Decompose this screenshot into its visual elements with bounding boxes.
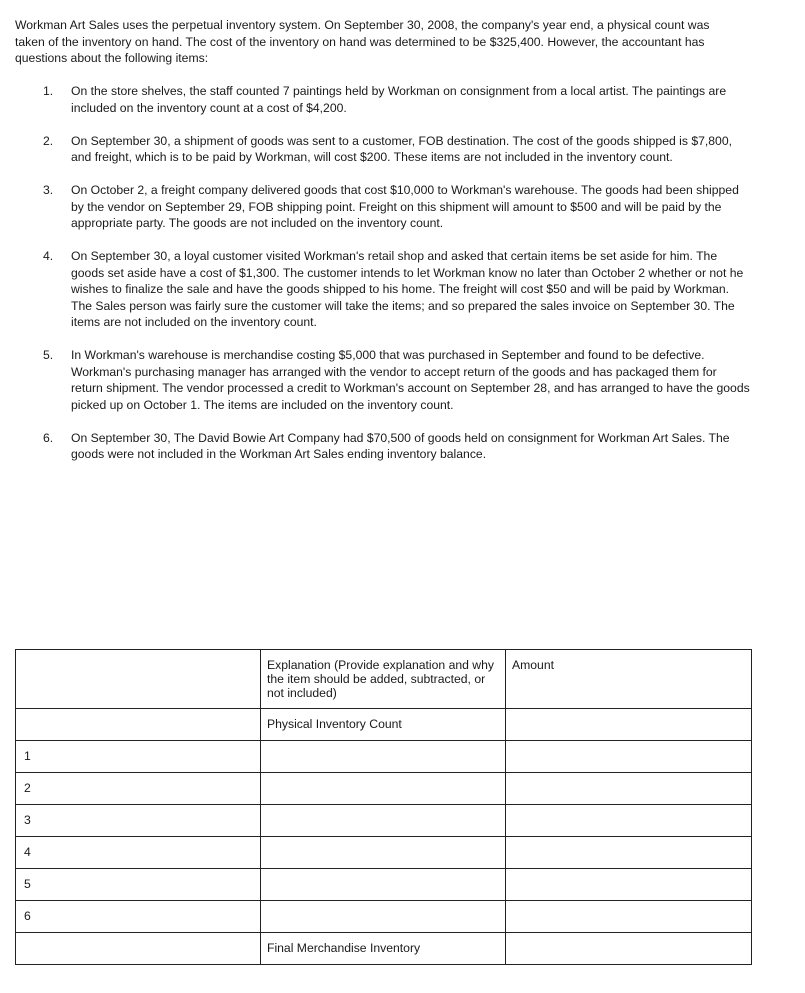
table-row <box>16 901 752 933</box>
final-inventory-label: Final Merchandise Inventory <box>261 933 506 965</box>
table-row <box>16 869 752 901</box>
row-number-cell: 5 <box>16 869 261 901</box>
row-number-cell: 6 <box>16 901 261 933</box>
row-number-cell: 1 <box>16 741 261 773</box>
inventory-table <box>15 649 752 965</box>
item-text: On October 2, a freight company delivered goods that cost $10,000 to Workman's warehouse. The goods had been shipped by the vendor on September 29, FOB shipping point. Freight on this shipment will amount to $500 and will be paid by the appropriate party. The goods are not included on the inventory count. <box>71 183 739 230</box>
items-list <box>15 83 750 479</box>
list-item <box>15 430 750 463</box>
explanation-cell[interactable] <box>261 901 506 933</box>
row-number-cell: 2 <box>16 773 261 805</box>
physical-count-label: Physical Inventory Count <box>261 709 506 741</box>
item-text: On the store shelves, the staff counted 7 paintings held by Workman on consignment from a local artist. The paintings are included on the inventory count at a cost of $4,200. <box>71 84 727 115</box>
table-row <box>16 773 752 805</box>
amount-cell[interactable] <box>506 741 752 773</box>
row-number-cell: 4 <box>16 837 261 869</box>
list-item <box>15 133 750 166</box>
explanation-cell[interactable] <box>261 805 506 837</box>
item-text: On September 30, a shipment of goods was sent to a customer, FOB destination. The cost of the goods shipped is $7,800, and freight, which is to be paid by Workman, will cost $200. These items are not included in the inventory count. <box>71 133 732 164</box>
table-row <box>16 837 752 869</box>
explanation-cell[interactable] <box>261 773 506 805</box>
list-item <box>15 347 750 413</box>
explanation-cell[interactable] <box>261 869 506 901</box>
item-cell <box>16 709 261 741</box>
item-text: On September 30, a loyal customer visited Workman's retail shop and asked that certain items be set aside for him. The goods set aside have a cost of $1,300. The customer intends to let Workman know no later than October 2 whether or not he wishes to finalize the sale and have the goods shipped to his home. The freight will cost $50 and will be paid by Workman. The Sales person was fairly sure the customer will take the items; and so prepared the sales invoice on September 30. The items are not included on the inventory count. <box>71 249 744 329</box>
amount-cell[interactable] <box>506 773 752 805</box>
item-text: On September 30, The David Bowie Art Company had $70,500 of goods held on consignment for Workman Art Sales. The goods were not included in the Workman Art Sales ending inventory balance. <box>71 430 730 461</box>
row-number-cell: 3 <box>16 805 261 837</box>
item-cell <box>16 933 261 965</box>
table-row <box>16 805 752 837</box>
table-row <box>16 933 752 965</box>
amount-cell[interactable] <box>506 901 752 933</box>
item-number: 6. <box>43 430 54 445</box>
item-number: 3. <box>43 183 54 197</box>
amount-cell[interactable] <box>506 709 752 741</box>
list-item <box>15 182 750 232</box>
amount-cell[interactable] <box>506 837 752 869</box>
amount-cell[interactable] <box>506 869 752 901</box>
explanation-cell[interactable] <box>261 741 506 773</box>
intro-paragraph: Workman Art Sales uses the perpetual inventory system. On September 30, 2008, the company's year end, a physical count was taken of the inventory on hand. The cost of the inventory on hand was determined to be $325,400. However, the accountant has questions about the following items: <box>15 18 710 65</box>
explanation-cell[interactable] <box>261 837 506 869</box>
header-amount-cell: Amount <box>506 650 752 709</box>
item-number: 4. <box>43 249 54 263</box>
item-text: In Workman's warehouse is merchandise costing $5,000 that was purchased in September and found to be defective. Workman's purchasing manager has arranged with the vendor to accept return of the goods and has packaged them for return shipment. The vendor processed a credit to Workman's account on September 28, and has arranged to have the goods picked up on October 1. The items are included on the inventory count. <box>71 348 750 412</box>
item-number: 2. <box>43 133 54 148</box>
item-number: 5. <box>43 348 54 362</box>
item-number: 1. <box>43 84 54 98</box>
list-item <box>15 248 750 331</box>
table-row <box>16 709 752 741</box>
amount-cell[interactable] <box>506 933 752 965</box>
header-explanation-cell: Explanation (Provide explanation and why the item should be added, subtracted, or not included) <box>261 650 506 709</box>
header-item-cell <box>16 650 261 709</box>
table-header-row <box>16 650 752 709</box>
list-item <box>15 83 750 116</box>
table-row <box>16 741 752 773</box>
amount-cell[interactable] <box>506 805 752 837</box>
